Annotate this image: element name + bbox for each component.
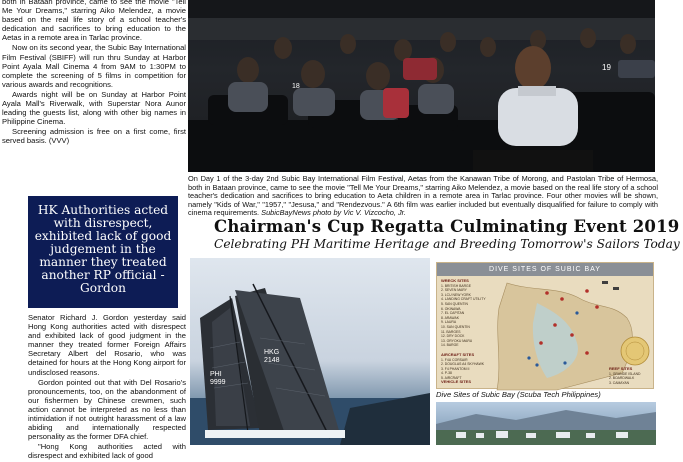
article-paragraph: "Hong Kong authorities acted with disrespect and exhibited lack of good [28,442,186,461]
sailboat-art [190,258,430,445]
map-header: DIVE SITES OF SUBIC BAY [437,263,653,276]
map-caption: Dive Sites of Subic Bay (Scuba Tech Philippines) [436,390,601,399]
article-paragraph: Gordon pointed out that with Del Rosario's pronouncements, too, on the abandonment of our fishermen by Chinese crewmen, such action cannot be interpreted as no less than intimidation if not outright harassment of a law abiding and internationally respected personality as the former DFA chief. [28,377,186,442]
gordon-article [28,313,186,462]
article-paragraph: Now on its second year, the Subic Bay International Film Festival (SBIFF) will run thru Sunday at Harbor Point Ayala Mall Cinema 4 from 9AM to 1:30PM to complete the screening of 5 films in competition for various awards and recognitions. [2,43,186,89]
vehicle-sites-list: VEHICLE SITES [441,379,472,384]
article-paragraph: Screening admission is free on a first come, first served basis. (VVV) [2,127,186,146]
bay-art [436,402,656,445]
regatta-headline: Chairman's Cup Regatta Culminating Event 2019 [214,217,680,236]
sbiff-article [2,0,186,147]
photo-credit: SubicBayNews photo by Vic V. Vizcocho, Jr. [261,208,406,218]
sail-number-right: HKG 2148 [264,349,280,364]
cinema-audience-photo [188,0,655,172]
wreck-sites-list: WRECK SITES 1. BRITISH BARGE 2. SEVEN MARY 3. LCU NEW YORK 4. LANDING CRAFT UTILITY 5. SAN QUENTIN 6. OKINAWA 7. EL CAPITAN 8. ARAWAK 9. LAURA 10. SAN QUENTIN 11. BARGES 12. DRY DOCK 13. ORYOKU MARU 14. BARGE [441,278,486,348]
dive-sites-map [436,262,654,389]
sail-number-left: PHI 9999 [210,371,226,386]
regatta-subhead: Celebrating PH Maritime Heritage and Breeding Tomorrow's Sailors Today [214,237,680,251]
aircraft-sites-list: AIRCRAFT SITES 1. F4U CORSAIR 2. DOUGLAS A4 SKYHAWK 3. F4 PHANTOM II 4. P-38 5. AIRCRAFT [441,352,485,380]
seat-number-19: 19 [602,63,611,72]
article-paragraph: Awards night will be on Sunday at Harbor Point Ayala Mall's Riverwalk, with Superstar Nora Aunor leading the guests list, along with other big names in Philippine Cinema. [2,89,186,127]
cinema-photo-art [188,0,655,172]
sail-number-line: 2148 [264,357,280,364]
seat-number-18: 18 [292,83,300,90]
subic-bay-photo [436,402,656,445]
reef-sites-list: REEF SITES 1. GRANDE ISLAND 2. BOARDWALK 3. CAMAYAN [609,366,641,385]
hk-headline-box [28,196,178,308]
regatta-sailboat-photo [190,258,430,445]
article-paragraph: both in Bataan province, came to see the movie "Tell Me Your Dreams," starring Aiko Melendez, a movie based on the real life story of a school teacher's dedication and sacrifices to bring education to the Aetas in a remote area in Tarlac province. [2,0,186,43]
cinema-photo-caption: On Day 1 of the 3-day 2nd Subic Bay International Film Festival, Aetas from the Kanawan Tribe of Morong, and Pastolan Tribe of Hermosa, both in Bataan province, came to see the movie "Tell Me Your Dreams," starring Aiko Melendez, a movie based on the real life story of a school teacher's dedication and sacrifices to bring education to Aeta children in a remote area in Tarlac province. Four other movies will be shown, namely "Kids of War," "1957," "Jesusa," and "Rendezvous." A 6th film was earlier included but eventually disqualified for failure to comply with cinema requirements. SubicBayNews photo by Vic V. Vizcocho, Jr. [188,174,658,218]
hk-headline: HK Authorities acted with disrespect, exhibited lack of good judgement in the manner they treated another RP official - Gordon [34,203,172,295]
article-paragraph: Senator Richard J. Gordon yesterday said Hong Kong authorities acted with disrespect and exhibited lack of good judgment in the manner they treated former Foreign Affairs Secretary Albert del Rosario, who was detained for hours at the Hong Kong airport for undisclosed reasons. [28,313,186,377]
sail-number-line: 9999 [210,379,226,386]
